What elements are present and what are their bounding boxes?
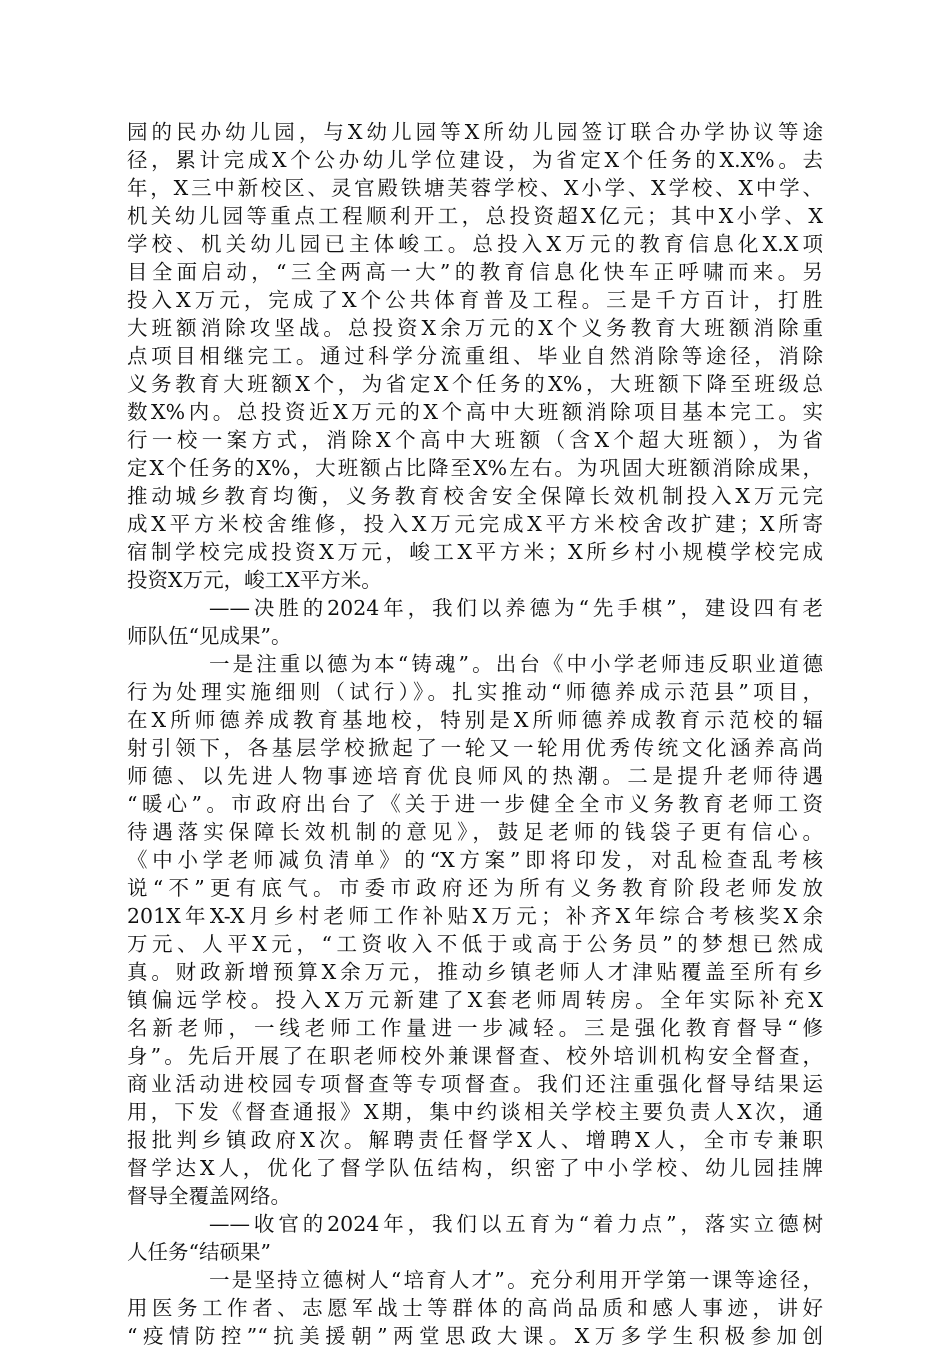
text-line: 身”。先后开展了在职老师校外兼课督查、校外培训机构安全督查， bbox=[127, 1044, 823, 1068]
text-line: 年，X三中新校区、灵官殿铁塘芙蓉学校、X小学、X学校、X中学、 bbox=[127, 176, 823, 200]
text-line: 定X个任务的X%，大班额占比降至X%左右。为巩固大班额消除成果， bbox=[127, 456, 823, 480]
text-line: ——收官的2024年，我们以五育为“着力点”，落实立德树 bbox=[209, 1212, 823, 1236]
text-line: 径，累计完成X个公办幼儿学位建设，为省定X个任务的X.X%。去 bbox=[127, 148, 823, 172]
text-line: 201X年X-X月乡村老师工作补贴X万元；补齐X年综合考核奖X余 bbox=[127, 904, 823, 928]
text-line: 名新老师，一线老师工作量进一步减轻。三是强化教育督导“修 bbox=[127, 1016, 823, 1040]
text-line: 一是坚持立德树人“培育人才”。充分利用开学第一课等途径， bbox=[209, 1268, 823, 1292]
text-line: 说“不”更有底气。市委市政府还为所有义务教育阶段老师发放 bbox=[127, 876, 823, 900]
text-line: 师队伍“见成果”。 bbox=[127, 624, 292, 648]
document-body bbox=[127, 118, 823, 1350]
text-line: 投资X万元，峻工X平方米。 bbox=[127, 568, 382, 592]
text-line: 成X平方米校舍维修，投入X万元完成X平方米校舍改扩建；X所寄 bbox=[127, 512, 823, 536]
text-line: 行为处理实施细则（试行）》。扎实推动“师德养成示范县”项目， bbox=[127, 680, 823, 704]
text-line: 用医务工作者、志愿军战士等群体的高尚品质和感人事迹，讲好 bbox=[127, 1296, 823, 1320]
text-line: 推动城乡教育均衡，义务教育校舍安全保障长效机制投入X万元完 bbox=[127, 484, 823, 508]
text-line: 万元、人平X元，“工资收入不低于或高于公务员”的梦想已然成 bbox=[127, 932, 823, 956]
text-line: 点项目相继完工。通过科学分流重组、毕业自然消除等途径，消除 bbox=[127, 344, 823, 368]
text-line: 行一校一案方式，消除X个高中大班额（含X个超大班额），为省 bbox=[127, 428, 823, 452]
text-line: 一是注重以德为本“铸魂”。出台《中小学老师违反职业道德 bbox=[209, 652, 823, 676]
text-line: 镇偏远学校。投入X万元新建了X套老师周转房。全年实际补充X bbox=[127, 988, 823, 1012]
text-line: 在X所师德养成教育基地校，特别是X所师德养成教育示范校的辐 bbox=[127, 708, 823, 732]
text-line: 宿制学校完成投资X万元，峻工X平方米；X所乡村小规模学校完成 bbox=[127, 540, 823, 564]
text-line: 督学达X人，优化了督学队伍结构，织密了中小学校、幼儿园挂牌 bbox=[127, 1156, 823, 1180]
text-line: 义务教育大班额X个，为省定X个任务的X%，大班额下降至班级总 bbox=[127, 372, 823, 396]
text-line: 待遇落实保障长效机制的意见》，鼓足老师的钱袋子更有信心。 bbox=[127, 820, 823, 844]
text-line: 商业活动进校园专项督查等专项督查。我们还注重强化督导结果运 bbox=[127, 1072, 823, 1096]
text-line: 学校、机关幼儿园已主体峻工。总投入X万元的教育信息化X.X项 bbox=[127, 232, 823, 256]
text-line: 投入X万元，完成了X个公共体育普及工程。三是千方百计，打胜 bbox=[127, 288, 823, 312]
text-line: 目全面启动，“三全两高一大”的教育信息化快车正呼啸而来。另 bbox=[127, 260, 823, 284]
text-line: 报批判乡镇政府X次。解聘责任督学X人、增聘X人，全市专兼职 bbox=[127, 1128, 823, 1152]
text-line: 机关幼儿园等重点工程顺利开工，总投资超X亿元；其中X小学、X bbox=[127, 204, 823, 228]
text-line: “暖心”。市政府出台了《关于进一步健全全市义务教育老师工资 bbox=[127, 792, 823, 816]
text-line: 督导全覆盖网络。 bbox=[127, 1184, 291, 1208]
text-line: 数X%内。总投资近X万元的X个高中大班额消除项目基本完工。实 bbox=[127, 400, 823, 424]
text-line: 《中小学老师减负清单》的“X方案”即将印发，对乱检查乱考核 bbox=[127, 848, 823, 872]
text-line: “疫情防控”“抗美援朝”两堂思政大课。X万多学生积极参加创 bbox=[127, 1324, 823, 1348]
text-line: 师德、以先进人物事迹培育优良师风的热潮。二是提升老师待遇 bbox=[127, 764, 823, 788]
text-line: ——决胜的2024年，我们以养德为“先手棋”，建设四有老 bbox=[209, 596, 823, 620]
text-line: 大班额消除攻坚战。总投资X余万元的X个义务教育大班额消除重 bbox=[127, 316, 823, 340]
text-line: 用，下发《督查通报》X期，集中约谈相关学校主要负责人X次，通 bbox=[127, 1100, 823, 1124]
text-line: 人任务“结硕果” bbox=[127, 1240, 271, 1264]
text-line: 园的民办幼儿园，与X幼儿园等X所幼儿园签订联合办学协议等途 bbox=[127, 120, 823, 144]
text-line: 真。财政新增预算X余万元，推动乡镇老师人才津贴覆盖至所有乡 bbox=[127, 960, 823, 984]
text-line: 射引领下，各基层学校掀起了一轮又一轮用优秀传统文化涵养高尚 bbox=[127, 736, 823, 760]
